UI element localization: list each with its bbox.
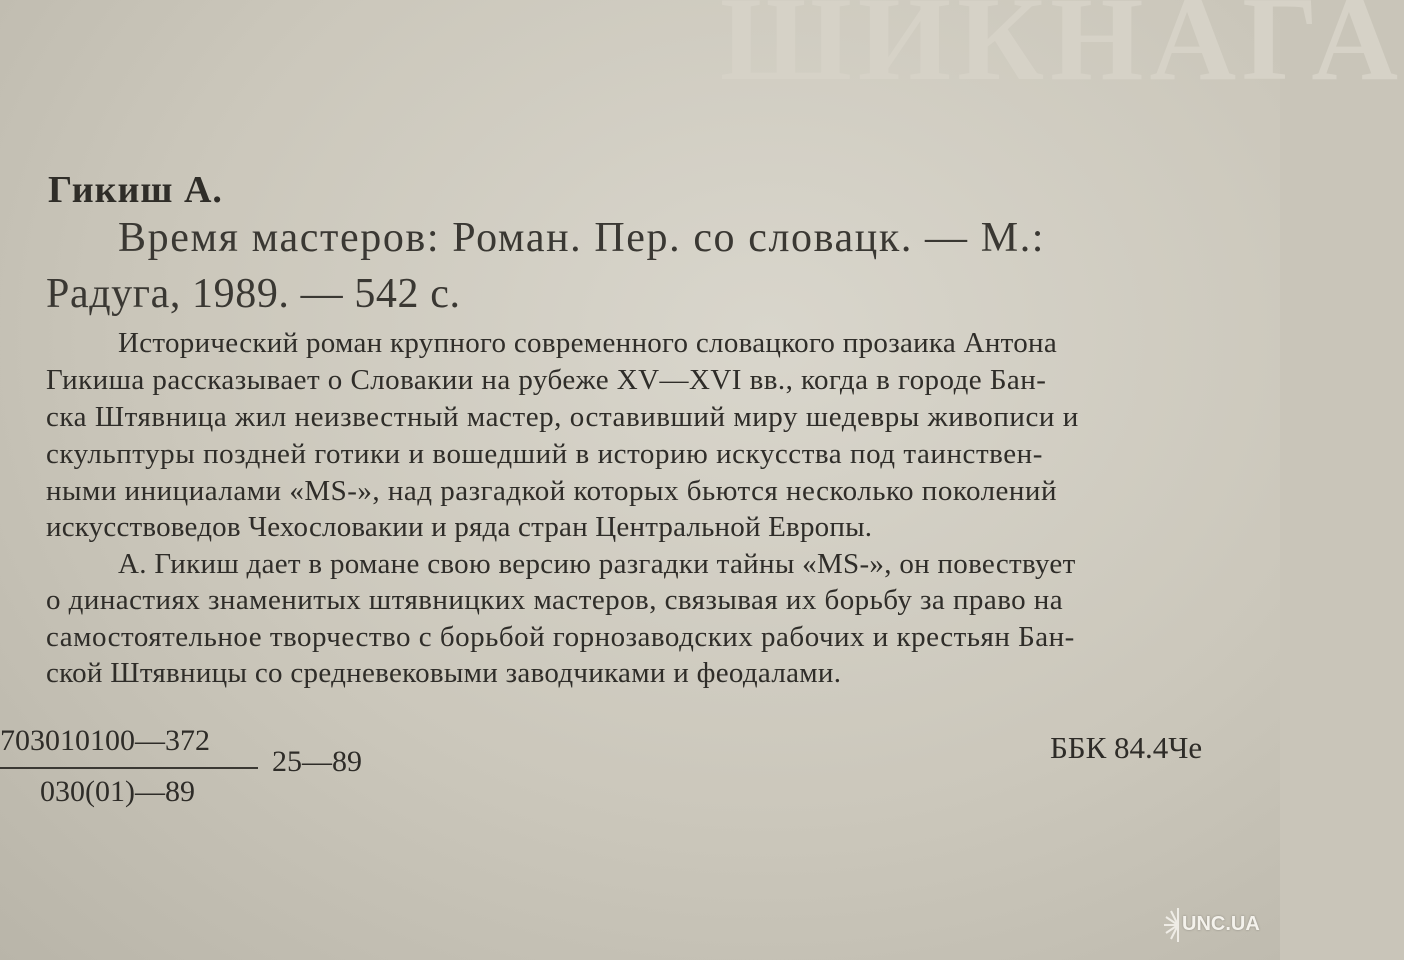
index-numerator: 703010100—372 bbox=[0, 724, 210, 757]
show-through-text: ШИКНАГА bbox=[720, 0, 1404, 105]
index-side-code: 25—89 bbox=[272, 745, 362, 778]
annotation-line: скульптуры поздней готики и вошедший в историю искусства под таинствен- bbox=[46, 438, 1043, 470]
annotation-line: самостоятельное творчество с борьбой горнозаводских рабочих и крестьян Бан- bbox=[46, 621, 1075, 653]
annotation-line: Гикиша рассказывает о Словакии на рубеже XV—XVI вв., когда в городе Бан- bbox=[46, 364, 1047, 396]
annotation-line: ными инициалами «MS-», над разгадкой которых бьются несколько поколений bbox=[46, 475, 1057, 507]
bbk-code: ББК 84.4Че bbox=[1050, 730, 1203, 765]
annotation-line: А. Гикиш дает в романе свою версию разгадки тайны «MS-», он повествует bbox=[118, 548, 1076, 580]
annotation-line: искусствоведов Чехословакии и ряда стран Центральной Европы. bbox=[46, 511, 873, 543]
author-name: Гикиш А. bbox=[48, 169, 223, 211]
title-line-1: Время мастеров: Роман. Пер. со словацк. — М.: bbox=[118, 215, 1046, 261]
annotation-line: ской Штявницы со средневековыми заводчиками и феодалами. bbox=[46, 657, 842, 689]
annotation-line: ска Штявница жил неизвестный мастер, оставивший миру шедевры живописи и bbox=[46, 401, 1079, 433]
annotation-line: о династиях знаменитых штявницких мастеров, связывая их борьбу за право на bbox=[46, 584, 1064, 616]
watermark-text: UNC.UA bbox=[1182, 913, 1260, 935]
title-line-2: Радуга, 1989. — 542 с. bbox=[46, 271, 461, 317]
annotation-line: Исторический роман крупного современного словацкого прозаика Антона bbox=[118, 327, 1058, 359]
watermark bbox=[1158, 900, 1270, 950]
index-denominator: 030(01)—89 bbox=[40, 775, 195, 808]
fraction-divider bbox=[0, 767, 258, 769]
